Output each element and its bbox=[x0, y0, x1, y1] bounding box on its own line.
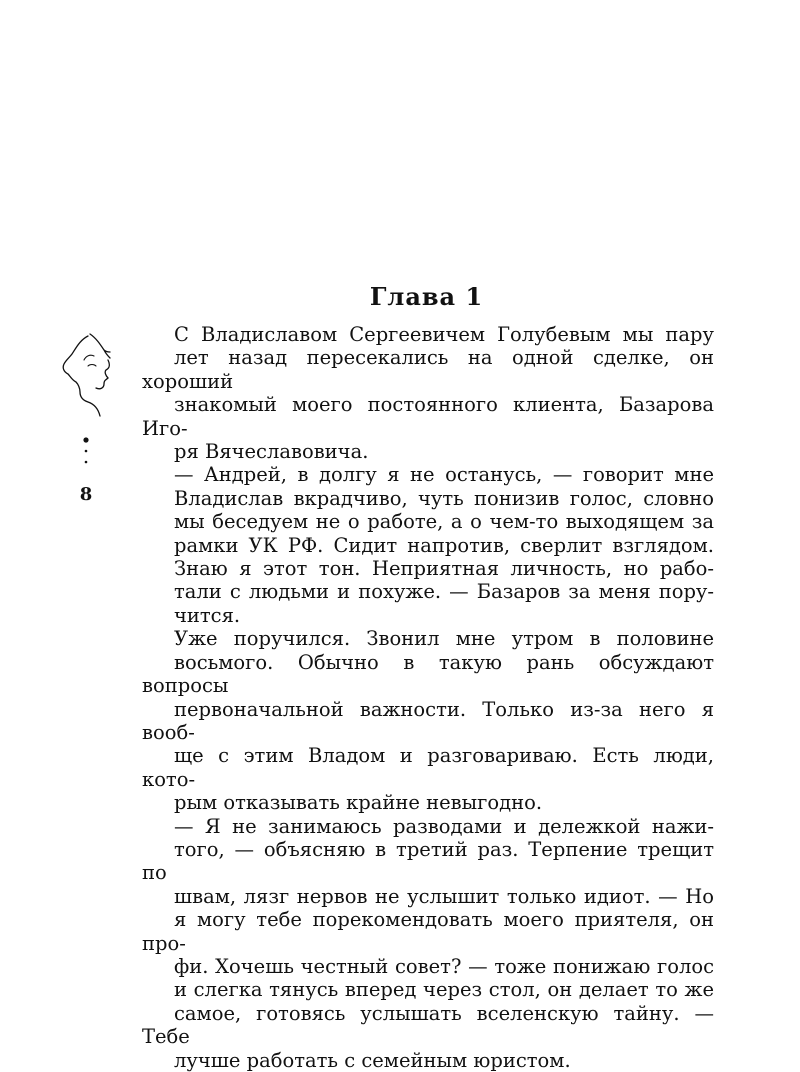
text-line: рамки УК РФ. Сидит напротив, сверлит взглядом. bbox=[174, 533, 714, 557]
paragraph bbox=[142, 627, 714, 814]
text-line: — Я не занимаюсь разводами и дележкой нажи- bbox=[174, 814, 714, 838]
text-line: лучше работать с семейным юристом. bbox=[174, 1048, 571, 1072]
page-number: 8 bbox=[79, 484, 93, 505]
text-line: ще с этим Владом и разговариваю. Есть люди, кото- bbox=[142, 744, 714, 791]
text-line: фи. Хочешь честный совет? — тоже понижаю голос bbox=[174, 954, 714, 978]
ornament-dots bbox=[80, 436, 92, 466]
text-line: и слегка тянусь вперед через стол, он делает то же bbox=[174, 978, 714, 1002]
text-line: ря Вячеславовича. bbox=[174, 440, 369, 464]
paragraph bbox=[142, 323, 714, 463]
text-line: Владислав вкрадчиво, чуть понизив голос, словно bbox=[174, 486, 714, 510]
text-line: швам, лязг нервов не услышит только идиот. — Но bbox=[174, 884, 714, 908]
chapter-title: Глава 1 bbox=[369, 282, 484, 311]
text-line: тали с людьми и похуже. — Базаров за меня пору- bbox=[174, 580, 714, 604]
text-line: рым отказывать крайне невыгодно. bbox=[174, 791, 543, 815]
text-line: чится. bbox=[174, 603, 241, 627]
text-line: самое, готовясь услышать вселенскую тайну. — Тебе bbox=[142, 1001, 714, 1049]
text-line: мы беседуем не о работе, а о чем-то выходящем за bbox=[174, 510, 714, 534]
text-line: того, — объясняю в третий раз. Терпение трещит по bbox=[142, 837, 714, 885]
text-line: — Андрей, в долгу я не останусь, — говорит мне bbox=[174, 463, 714, 487]
text-line: Уже поручился. Звонил мне утром в половине bbox=[174, 627, 714, 651]
chapter-body bbox=[142, 323, 714, 1072]
text-line: первоначальной важности. Только из-за него я вооб- bbox=[142, 697, 714, 744]
text-line: знакомый моего постоянного клиента, Базарова Иго- bbox=[142, 393, 714, 440]
text-line: С Владиславом Сергеевичем Голубевым мы пару bbox=[174, 323, 714, 346]
text-line: лет назад пересекались на одной сделке, он хороший bbox=[142, 346, 714, 393]
face-profile-line-art-icon bbox=[60, 330, 120, 420]
paragraph bbox=[142, 815, 714, 1072]
text-line: Знаю я этот тон. Неприятная личность, но рабо- bbox=[174, 557, 714, 581]
text-line: восьмого. Обычно в такую рань обсуждают вопросы bbox=[142, 650, 714, 698]
paragraph bbox=[142, 463, 714, 627]
text-line: я могу тебе порекомендовать моего приятеля, он про- bbox=[142, 908, 714, 955]
